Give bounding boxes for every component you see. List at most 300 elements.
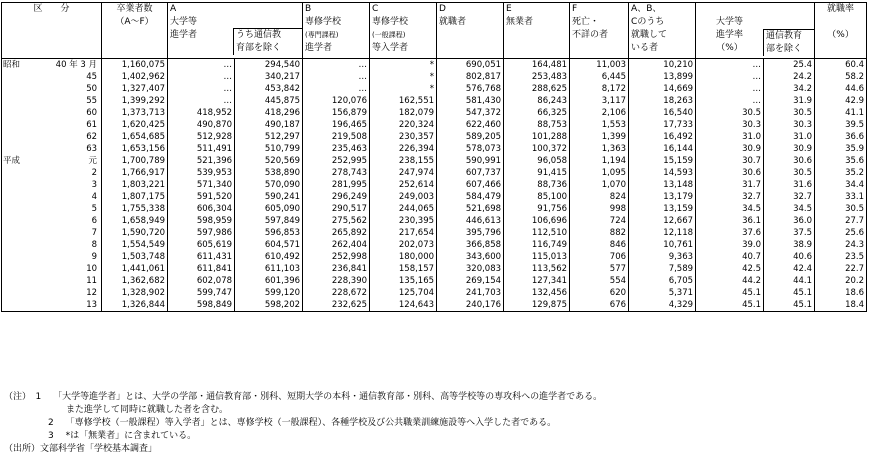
row-era — [2, 107, 44, 119]
cell-c: 220,324 — [370, 119, 437, 131]
cell-grads: 1,658,949 — [102, 215, 168, 227]
cell-c: 162,551 — [370, 95, 437, 107]
cell-f: 1,095 — [570, 167, 629, 179]
cell-a: … — [168, 95, 235, 107]
cell-rate-ex: 24.2 — [764, 71, 815, 83]
cell-e: 115,013 — [504, 251, 570, 263]
cell-grads: 1,590,720 — [102, 227, 168, 239]
cell-c: 158,157 — [370, 263, 437, 275]
cell-f: 1,070 — [570, 179, 629, 191]
cell-grads: 1,327,407 — [102, 83, 168, 95]
cell-f: 1,399 — [570, 131, 629, 143]
row-year: 3 — [44, 179, 102, 191]
header-colABC-l1: A、B、 — [631, 4, 662, 14]
cell-abc: 12,118 — [629, 227, 696, 239]
row-era — [2, 203, 44, 215]
cell-d: 241,703 — [437, 287, 504, 299]
cell-a-ex: 610,492 — [235, 251, 303, 263]
cell-c: * — [370, 83, 437, 95]
note-1-text: 「大学等進学者」とは、大学の学部・通信教育部・別科、短期大学の本科・通信教育部・別科、高等学校等の専攻科への進学者である。 — [53, 392, 603, 402]
cell-rate: … — [696, 95, 764, 107]
header-colD-letter: D — [439, 4, 446, 14]
notes — [4, 391, 602, 456]
cell-e: 129,875 — [504, 299, 570, 312]
cell-b: 232,625 — [303, 299, 370, 312]
cell-a-ex: 611,103 — [235, 263, 303, 275]
cell-b: 228,672 — [303, 287, 370, 299]
cell-f: 1,194 — [570, 155, 629, 167]
cell-emp: 30.5 — [815, 203, 867, 215]
table-row — [2, 203, 867, 215]
cell-rate-ex: 45.1 — [764, 299, 815, 312]
cell-abc: 10,210 — [629, 59, 696, 72]
row-era — [2, 251, 44, 263]
cell-grads: 1,160,075 — [102, 59, 168, 72]
cell-c: 238,155 — [370, 155, 437, 167]
cell-d: 802,817 — [437, 71, 504, 83]
cell-grads: 1,654,685 — [102, 131, 168, 143]
header-rate-main — [696, 16, 763, 56]
statistics-table — [1, 2, 867, 312]
header-colD — [437, 3, 504, 59]
cell-a-ex: 605,090 — [235, 203, 303, 215]
row-era — [2, 143, 44, 155]
header-colF — [570, 3, 629, 59]
cell-rate-ex: 42.4 — [764, 263, 815, 275]
cell-e: 112,510 — [504, 227, 570, 239]
cell-abc: 17,733 — [629, 119, 696, 131]
header-colA-letter: A — [170, 4, 177, 14]
cell-emp: 42.9 — [815, 95, 867, 107]
cell-b: 290,517 — [303, 203, 370, 215]
row-year: 5 — [44, 203, 102, 215]
cell-b: 281,995 — [303, 179, 370, 191]
cell-a: 597,986 — [168, 227, 235, 239]
cell-emp: 27.7 — [815, 215, 867, 227]
cell-abc: 16,540 — [629, 107, 696, 119]
cell-d: 547,372 — [437, 107, 504, 119]
cell-abc: 7,589 — [629, 263, 696, 275]
note-2-label: 2 — [48, 418, 54, 428]
cell-f: 8,172 — [570, 83, 629, 95]
note-2 — [4, 417, 602, 430]
header-colABC-l3: 就職して — [631, 30, 668, 40]
cell-abc: 5,371 — [629, 287, 696, 299]
cell-a-ex: 599,120 — [235, 287, 303, 299]
header-colC-l1: 専修学校 — [372, 17, 409, 27]
cell-f: 998 — [570, 203, 629, 215]
cell-e: 101,288 — [504, 131, 570, 143]
cell-a: 598,849 — [168, 299, 235, 312]
cell-f: 846 — [570, 239, 629, 251]
cell-c: 202,073 — [370, 239, 437, 251]
cell-a: 599,747 — [168, 287, 235, 299]
cell-rate-ex: 44.1 — [764, 275, 815, 287]
cell-emp: 22.7 — [815, 263, 867, 275]
cell-d: 320,083 — [437, 263, 504, 275]
row-era — [2, 83, 44, 95]
cell-a: 611,431 — [168, 251, 235, 263]
cell-a: 539,953 — [168, 167, 235, 179]
note-3-label: 3 — [48, 431, 54, 441]
cell-a: 591,520 — [168, 191, 235, 203]
cell-abc: 16,144 — [629, 143, 696, 155]
cell-a: 521,396 — [168, 155, 235, 167]
header-rate — [696, 3, 815, 59]
cell-grads: 1,554,549 — [102, 239, 168, 251]
cell-rate-ex: 38.9 — [764, 239, 815, 251]
header-colE-letter: E — [506, 4, 512, 14]
header-colA — [168, 3, 303, 59]
cell-rate: 37.6 — [696, 227, 764, 239]
cell-abc: 13,148 — [629, 179, 696, 191]
row-year: 55 — [44, 95, 102, 107]
cell-f: 554 — [570, 275, 629, 287]
cell-rate-ex: 45.1 — [764, 287, 815, 299]
cell-d: 590,991 — [437, 155, 504, 167]
cell-a-ex: 570,090 — [235, 179, 303, 191]
cell-e: 91,415 — [504, 167, 570, 179]
cell-c: 180,000 — [370, 251, 437, 263]
cell-e: 164,481 — [504, 59, 570, 72]
cell-rate-ex: 31.6 — [764, 179, 815, 191]
cell-c: 124,643 — [370, 299, 437, 312]
cell-emp: 35.9 — [815, 143, 867, 155]
cell-b: 262,404 — [303, 239, 370, 251]
cell-rate: 45.1 — [696, 299, 764, 312]
cell-rate-ex: 34.2 — [764, 83, 815, 95]
cell-e: 85,100 — [504, 191, 570, 203]
row-era — [2, 299, 44, 312]
cell-e: 96,058 — [504, 155, 570, 167]
cell-emp: 44.6 — [815, 83, 867, 95]
header-rate-sub — [763, 29, 814, 56]
cell-d: 589,205 — [437, 131, 504, 143]
cell-rate-ex: 31.9 — [764, 95, 815, 107]
cell-grads: 1,807,175 — [102, 191, 168, 203]
row-era — [2, 119, 44, 131]
header-colC — [370, 3, 437, 59]
cell-e: 88,753 — [504, 119, 570, 131]
cell-rate: 36.1 — [696, 215, 764, 227]
cell-e: 116,749 — [504, 239, 570, 251]
cell-f: 3,117 — [570, 95, 629, 107]
cell-grads: 1,700,789 — [102, 155, 168, 167]
cell-c: * — [370, 71, 437, 83]
row-year: 13 — [44, 299, 102, 312]
cell-emp: 24.3 — [815, 239, 867, 251]
cell-a: … — [168, 71, 235, 83]
cell-a-ex: 597,849 — [235, 215, 303, 227]
row-era: 平成 — [2, 155, 44, 167]
cell-grads: 1,620,425 — [102, 119, 168, 131]
cell-b: 275,562 — [303, 215, 370, 227]
row-year: 元 — [44, 155, 102, 167]
header-colB-l2: (専門課程) — [305, 31, 339, 39]
cell-rate-ex: 30.3 — [764, 119, 815, 131]
cell-d: 578,073 — [437, 143, 504, 155]
cell-rate-ex: 25.4 — [764, 59, 815, 72]
cell-a-ex: 453,842 — [235, 83, 303, 95]
cell-emp: 34.4 — [815, 179, 867, 191]
cell-f: 11,003 — [570, 59, 629, 72]
cell-emp: 41.1 — [815, 107, 867, 119]
cell-a-ex: 596,853 — [235, 227, 303, 239]
cell-e: 253,483 — [504, 71, 570, 83]
row-year: 8 — [44, 239, 102, 251]
header-colC-l2: (一般課程) — [372, 31, 406, 39]
table-row — [2, 83, 867, 95]
cell-a-ex: 340,217 — [235, 71, 303, 83]
cell-rate: 31.7 — [696, 179, 764, 191]
cell-f: 577 — [570, 263, 629, 275]
cell-grads: 1,803,221 — [102, 179, 168, 191]
cell-abc: 12,667 — [629, 215, 696, 227]
cell-d: 269,154 — [437, 275, 504, 287]
cell-a: … — [168, 83, 235, 95]
cell-rate-ex: 32.7 — [764, 191, 815, 203]
cell-rate-ex: 34.5 — [764, 203, 815, 215]
row-year: 7 — [44, 227, 102, 239]
table-row — [2, 143, 867, 155]
cell-c: 244,065 — [370, 203, 437, 215]
cell-rate: 40.7 — [696, 251, 764, 263]
cell-rate: 30.5 — [696, 107, 764, 119]
row-year: 4 — [44, 191, 102, 203]
cell-c: 230,395 — [370, 215, 437, 227]
cell-f: 824 — [570, 191, 629, 203]
header-colA-l2: 進学者 — [170, 30, 198, 40]
cell-f: 1,553 — [570, 119, 629, 131]
cell-emp: 39.5 — [815, 119, 867, 131]
header-emp-l1: 就職率 — [827, 4, 855, 14]
cell-b: 252,995 — [303, 155, 370, 167]
cell-abc: 13,179 — [629, 191, 696, 203]
cell-emp: 18.4 — [815, 299, 867, 312]
cell-grads: 1,653,156 — [102, 143, 168, 155]
header-colB — [303, 3, 370, 59]
header-colC-letter: C — [372, 4, 379, 14]
note-2-text: 「専修学校（一般課程）等入学者」とは、専修学校（一般課程）、各種学校及び公共職業訓練施設等へ入学した者である。 — [65, 418, 557, 428]
cell-d: 395,796 — [437, 227, 504, 239]
note-3-text: *は「無業者」に含まれている。 — [65, 431, 197, 441]
row-era — [2, 191, 44, 203]
cell-rate: 32.7 — [696, 191, 764, 203]
header-rate-l1: 大学等 — [716, 17, 744, 27]
cell-f: 2,106 — [570, 107, 629, 119]
row-era — [2, 263, 44, 275]
cell-d: 622,460 — [437, 119, 504, 131]
cell-abc: 16,492 — [629, 131, 696, 143]
cell-grads: 1,755,338 — [102, 203, 168, 215]
header-colA-l1: 大学等 — [170, 17, 198, 27]
header-colF-l1: 死亡・ — [572, 17, 600, 27]
cell-rate-ex: 30.5 — [764, 107, 815, 119]
header-colA-sub-l1: うち通信教 — [236, 30, 282, 40]
header-colABC-l4: いる者 — [631, 43, 659, 53]
cell-rate: 30.6 — [696, 167, 764, 179]
cell-abc: 18,263 — [629, 95, 696, 107]
table-row — [2, 107, 867, 119]
table-row — [2, 71, 867, 83]
cell-abc: 13,159 — [629, 203, 696, 215]
row-year: 50 — [44, 83, 102, 95]
cell-grads: 1,326,844 — [102, 299, 168, 312]
table-row — [2, 59, 867, 72]
cell-grads: 1,399,292 — [102, 95, 168, 107]
table-row — [2, 239, 867, 251]
row-era — [2, 239, 44, 251]
cell-grads: 1,328,902 — [102, 287, 168, 299]
header-colF-l2: 不詳の者 — [572, 30, 609, 40]
cell-a: 598,959 — [168, 215, 235, 227]
cell-abc: 13,899 — [629, 71, 696, 83]
header-colD-l1: 就職者 — [439, 17, 467, 27]
note-1 — [4, 391, 602, 404]
cell-abc: 10,761 — [629, 239, 696, 251]
table-row — [2, 275, 867, 287]
cell-b: 265,892 — [303, 227, 370, 239]
cell-d: 607,737 — [437, 167, 504, 179]
cell-rate: 45.1 — [696, 287, 764, 299]
cell-d: 521,698 — [437, 203, 504, 215]
cell-d: 584,479 — [437, 191, 504, 203]
row-era — [2, 275, 44, 287]
row-year: 12 — [44, 287, 102, 299]
table-row — [2, 299, 867, 312]
cell-rate-ex: 31.0 — [764, 131, 815, 143]
cell-a-ex: 520,569 — [235, 155, 303, 167]
row-year: 60 — [44, 107, 102, 119]
cell-c: 182,079 — [370, 107, 437, 119]
cell-e: 288,625 — [504, 83, 570, 95]
cell-a: 611,841 — [168, 263, 235, 275]
cell-a: … — [168, 59, 235, 72]
row-year: 2 — [44, 167, 102, 179]
cell-b: 196,465 — [303, 119, 370, 131]
table-row — [2, 179, 867, 191]
cell-a: 602,078 — [168, 275, 235, 287]
cell-rate: 30.9 — [696, 143, 764, 155]
cell-a: 605,619 — [168, 239, 235, 251]
header-colE — [504, 3, 570, 59]
cell-rate: 34.5 — [696, 203, 764, 215]
cell-emp: 35.2 — [815, 167, 867, 179]
cell-f: 706 — [570, 251, 629, 263]
cell-a-ex: 490,187 — [235, 119, 303, 131]
cell-emp: 23.5 — [815, 251, 867, 263]
row-year: 63 — [44, 143, 102, 155]
cell-f: 724 — [570, 215, 629, 227]
header-graduates — [102, 3, 168, 59]
cell-e: 127,341 — [504, 275, 570, 287]
row-era — [2, 215, 44, 227]
cell-e: 132,456 — [504, 287, 570, 299]
cell-rate-ex: 30.9 — [764, 143, 815, 155]
cell-e: 113,562 — [504, 263, 570, 275]
header-kubun-label: 区 分 — [33, 4, 70, 14]
header-colABC-l2: Cのうち — [631, 17, 665, 27]
header-colABC — [629, 3, 696, 59]
cell-abc: 9,363 — [629, 251, 696, 263]
source: （出所）文部科学省「学校基本調査」 — [4, 444, 158, 454]
cell-rate: 44.2 — [696, 275, 764, 287]
cell-b: 296,249 — [303, 191, 370, 203]
row-year: 61 — [44, 119, 102, 131]
header-rate-l2: 進学率 — [716, 30, 744, 40]
row-year: 11 — [44, 275, 102, 287]
header-rate-l3: （%） — [716, 43, 743, 53]
cell-abc: 6,705 — [629, 275, 696, 287]
cell-a-ex: 601,396 — [235, 275, 303, 287]
cell-c: 125,704 — [370, 287, 437, 299]
table-body — [2, 59, 867, 312]
cell-grads: 1,362,682 — [102, 275, 168, 287]
cell-b: 219,508 — [303, 131, 370, 143]
cell-d: 576,768 — [437, 83, 504, 95]
cell-c: 252,614 — [370, 179, 437, 191]
header-emp — [815, 3, 867, 59]
note-3 — [4, 430, 602, 443]
cell-c: 247,974 — [370, 167, 437, 179]
cell-a-ex: 445,875 — [235, 95, 303, 107]
cell-abc: 14,669 — [629, 83, 696, 95]
table-row — [2, 167, 867, 179]
cell-rate: 31.0 — [696, 131, 764, 143]
cell-d: 581,430 — [437, 95, 504, 107]
cell-a-ex: 512,297 — [235, 131, 303, 143]
cell-rate: 39.0 — [696, 239, 764, 251]
cell-emp: 60.4 — [815, 59, 867, 72]
cell-b: 120,076 — [303, 95, 370, 107]
cell-a: 512,928 — [168, 131, 235, 143]
table-row — [2, 131, 867, 143]
cell-e: 91,756 — [504, 203, 570, 215]
cell-grads: 1,402,962 — [102, 71, 168, 83]
cell-d: 690,051 — [437, 59, 504, 72]
cell-c: 135,165 — [370, 275, 437, 287]
cell-a-ex: 294,540 — [235, 59, 303, 72]
cell-rate: 30.3 — [696, 119, 764, 131]
cell-e: 86,243 — [504, 95, 570, 107]
cell-rate-ex: 40.6 — [764, 251, 815, 263]
header-colB-l3: 進学者 — [305, 43, 333, 53]
cell-e: 100,372 — [504, 143, 570, 155]
note-1-label: （注） 1 — [4, 392, 42, 402]
cell-a-ex: 598,202 — [235, 299, 303, 312]
row-year: 45 — [44, 71, 102, 83]
table-row — [2, 191, 867, 203]
header-kubun — [2, 3, 102, 59]
cell-f: 882 — [570, 227, 629, 239]
cell-a: 490,870 — [168, 119, 235, 131]
cell-rate-ex: 36.0 — [764, 215, 815, 227]
cell-e: 66,325 — [504, 107, 570, 119]
cell-rate: 42.5 — [696, 263, 764, 275]
cell-c: 226,394 — [370, 143, 437, 155]
cell-a-ex: 510,799 — [235, 143, 303, 155]
cell-rate-ex: 30.5 — [764, 167, 815, 179]
cell-d: 607,466 — [437, 179, 504, 191]
header-rate-sub-l1: 通信教育 — [766, 31, 803, 41]
cell-a-ex: 418,296 — [235, 107, 303, 119]
table-row — [2, 251, 867, 263]
cell-b: 228,390 — [303, 275, 370, 287]
row-era — [2, 131, 44, 143]
cell-rate: … — [696, 71, 764, 83]
cell-d: 240,176 — [437, 299, 504, 312]
cell-d: 446,613 — [437, 215, 504, 227]
